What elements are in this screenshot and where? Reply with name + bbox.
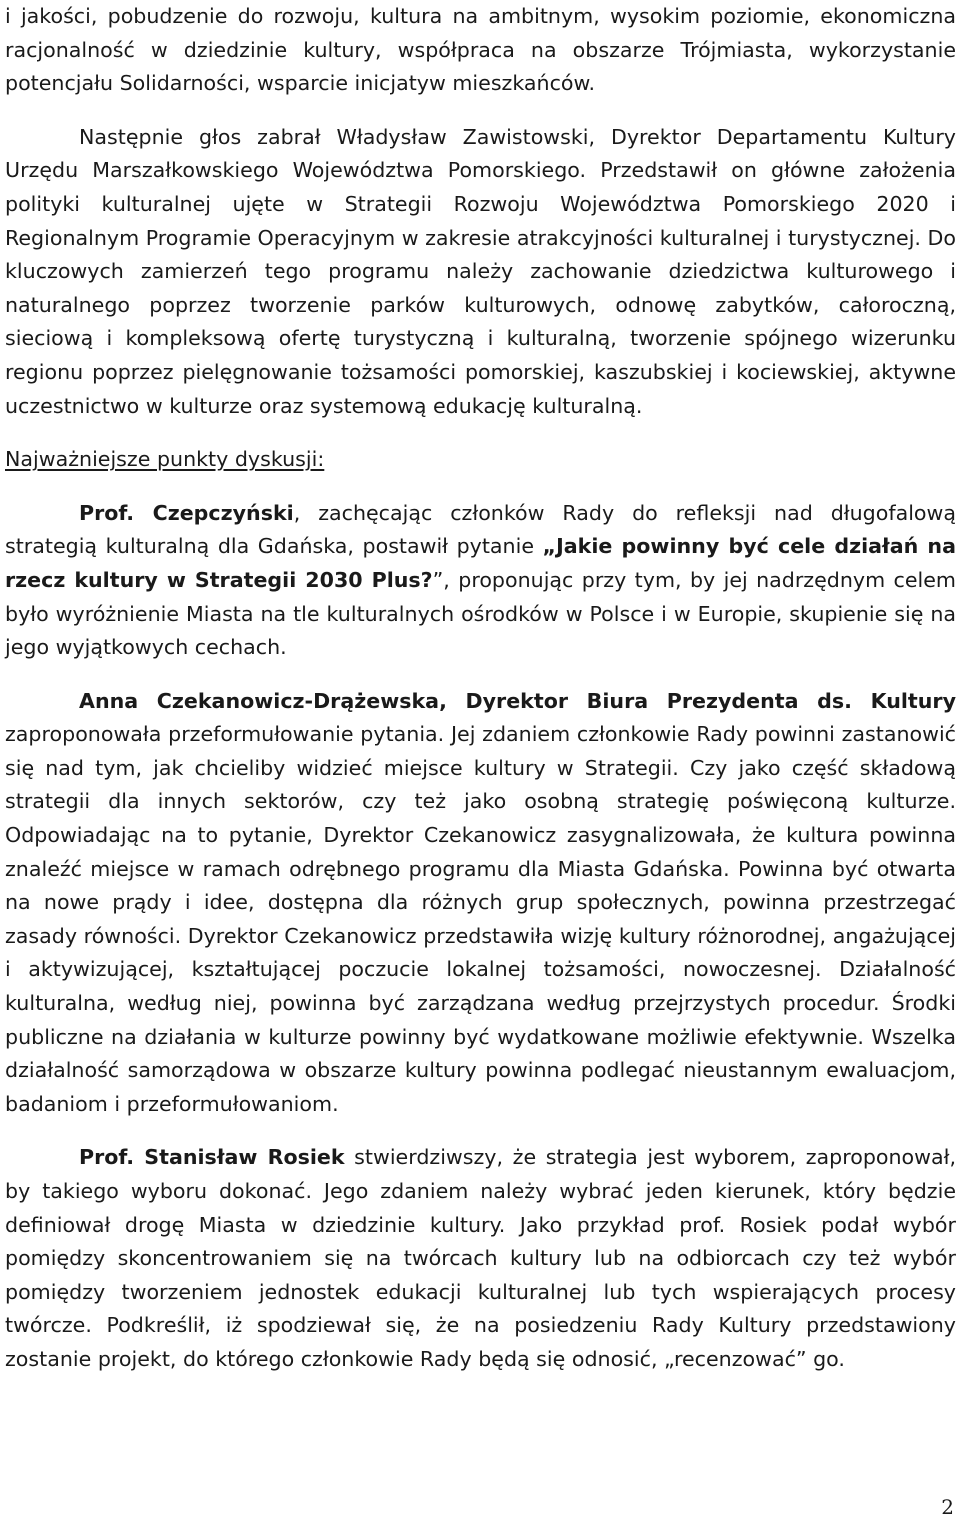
paragraph-rosiek <box>5 1141 956 1376</box>
czepczynski-quote: „Jakie powinny być cele działań na rzecz kultury w Strategii 2030 Plus? <box>5 534 956 592</box>
speaker-rosiek: Prof. Stanisław Rosiek <box>79 1145 345 1170</box>
paragraph-czepczynski <box>5 497 956 665</box>
discussion-heading <box>5 443 956 477</box>
czepczynski-text-before: , zachęcając członków Rady do refleksji nad długofalową strategią kulturalną dla Gdańska, postawił pytanie <box>5 500 956 559</box>
paragraph-intro-continuation: i jakości, pobudzenie do rozwoju, kultura na ambitnym, wysokim poziomie, ekonomiczna racjonalność w dziedzinie kultury, współpraca na obszarze Trójmiasta, wykorzystanie potencjału Solidarności, wsparcie inicjatyw mieszkańców. <box>5 4 956 96</box>
rosiek-text: stwierdziwszy, że strategia jest wyborem, zaproponował, by takiego wyboru dokonać. Jego zdaniem należy wybrać jeden kierunek, który będzie definiował drogę Miasta w dziedzinie kultury. Jako przykład prof. Rosiek podał wybór pomiędzy skoncentrowaniem się na twórcach kultury lub na odbiorcach czy też wybór pomiędzy tworzeniem jednostek edukacji kulturalnej lub tych wspierających procesy twórcze. Podkreślił, iż spodziewał się, że na posiedzeniu Rady Kultury przedstawiony zostanie projekt, do którego członkowie Rady będą się odnosić, „recenzować” go. <box>5 1145 957 1371</box>
paragraph-czekanowicz <box>5 685 956 1122</box>
speaker-czekanowicz: Anna Czekanowicz-Drążewska, Dyrektor Biura Prezydenta ds. Kultury <box>79 688 956 713</box>
paragraph-zawistowski: Następnie głos zabrał Władysław Zawistowski, Dyrektor Departamentu Kultury Urzędu Marszałkowskiego Województwa Pomorskiego. Przedstawił on główne założenia polityki kulturalnej ujęte w Strategii Rozwoju Województwa Pomorskiego 2020 i Regionalnym Programie Operacyjnym w zakresie atrakcyjności kulturalnej i turystycznej. Do kluczowych zamierzeń tego programu należy zachowanie dziedzictwa kulturowego i naturalnego poprzez tworzenie parków kulturowych, odnowę zabytków, całoroczną, sieciową i kompleksową ofertę turystyczną i kulturalną, tworzenie spójnego wizerunku regionu poprzez pielęgnowanie tożsamości pomorskiej, kaszubskiej i kociewskiej, aktywne uczestnictwo w kulturze oraz systemową edukację kulturalną. <box>5 124 956 418</box>
speaker-czepczynski: Prof. Czepczyński <box>79 500 294 525</box>
document-page <box>5 0 956 1377</box>
page-number: 2 <box>941 1495 954 1519</box>
czekanowicz-text: zaproponowała przeformułowanie pytania. Jej zdaniem członkowie Rady powinni zastanowić się nad tym, jak chcieliby widzieć miejsce kultury w Strategii. Czy jako część składową strategii dla innych sektorów, czy też jako osobną strategię poświęconą kulturze. Odpowiadając na to pytanie, Dyrektor Czekanowicz zasygnalizowała, że kultura powinna znaleźć miejsce w ramach odrębnego programu dla Miasta Gdańska. Powinna być otwarta na nowe prądy i idee, dostępna dla różnych grup społecznych, powinna przestrzegać zasady równości. Dyrektor Czekanowicz przedstawiła wizję kultury różnorodnej, angażującej i aktywizującej, kształtującej poczucie lokalnej tożsamości, nowoczesnej. Działalność kulturalna, według niej, powinna być zarządzana według przejrzystych procedur. Środki publiczne na działania w kulturze powinny być wydatkowane możliwie efektywnie. Wszelka działalność samorządowa w obszarze kultury powinna podlegać nieustannym ewaluacjom, badaniom i przeformułowaniom. <box>5 722 956 1116</box>
discussion-heading-text: Najważniejsze punkty dyskusji: <box>5 447 325 472</box>
czepczynski-text-after: ”, proponując przy tym, by jej nadrzędnym celem było wyróżnienie Miasta na tle kulturalnych ośrodków w Polsce i w Europie, skupienie się na jego wyjątkowych cechach. <box>5 567 956 660</box>
